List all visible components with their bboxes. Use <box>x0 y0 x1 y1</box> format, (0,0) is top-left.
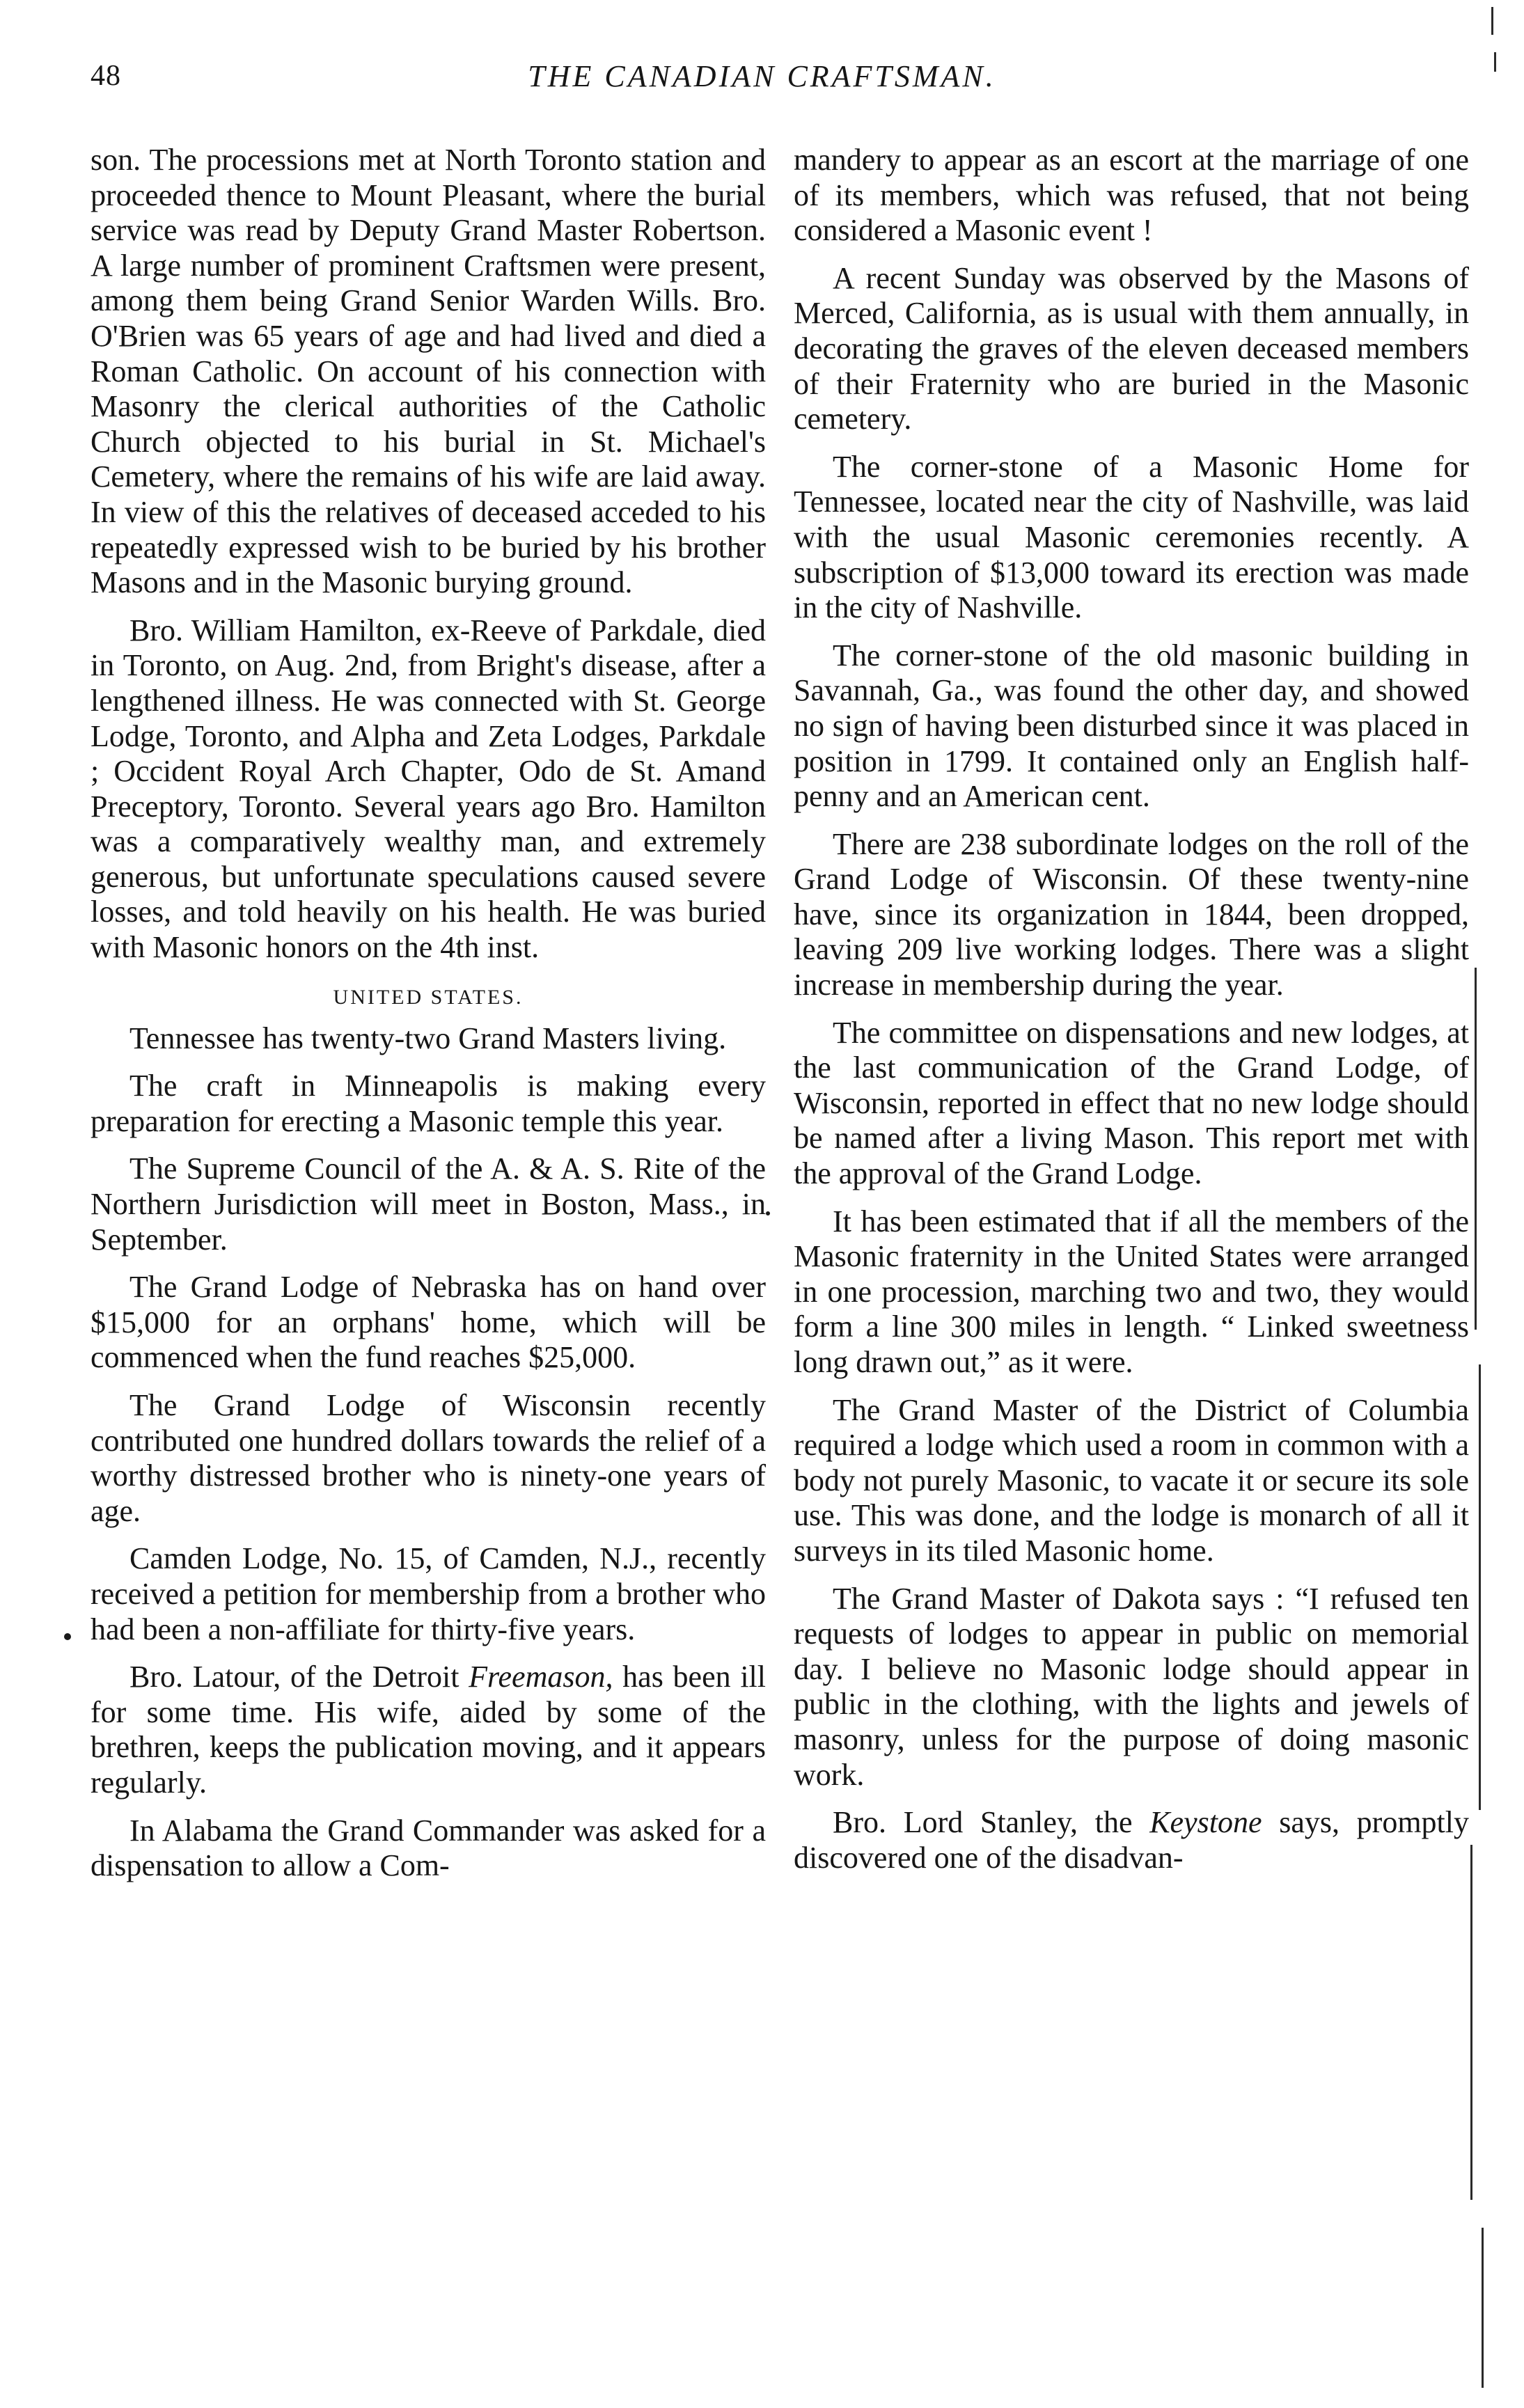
paragraph-committee-dispensations: The committee on dispensations and new lodges, at the last communication of the Grand Lodge, of Wisconsin, reported in effect that no new lodge should be named after a living Mason. This report met with the approval of the Grand Lodge. <box>794 1015 1469 1191</box>
paragraph-commandery-escort: mandery to appear as an escort at the marriage of one of its members, which was refused, that not being considered a Masonic event ! <box>794 143 1469 248</box>
latour-text-end: has been ill for some time. His wife, aided by some of the brethren, keeps the publication moving, and it appears regularly. <box>91 1660 766 1800</box>
paragraph-wisconsin-relief: The Grand Lodge of Wisconsin recently contributed one hundred dollars towards the relief of a worthy distressed brother who is ninety-one years of age. <box>91 1388 766 1528</box>
freemason-title: Freemason, <box>469 1660 613 1694</box>
paragraph-obituary-hamilton: Bro. William Hamilton, ex-Reeve of Parkdale, died in Toronto, on Aug. 2nd, from Bright's disease, after a lengthened illness. He was connected with St. George Lodge, Toronto, and Alpha and Zeta Lodges, Parkdale ; Occident Royal Arch Chapter, Odo de St. Amand Preceptory, Toronto. Several years ago Bro. Hamilton was a comparatively wealthy man, and extremely generous, but unfortunate speculations caused severe losses, and told heavily on his health. He was buried with Masonic honors on the 4th inst. <box>91 613 766 965</box>
paragraph-tennessee-home: The corner-stone of a Masonic Home for Tennessee, located near the city of Nashville, was laid with the usual Masonic ceremonies recently. A subscription of $13,000 toward its erection was made in the city of Nashville. <box>794 449 1469 625</box>
binding-edge-mark <box>1470 1845 1472 2200</box>
keystone-title: Keystone <box>1149 1805 1262 1840</box>
paragraph-obituary-obrien: son. The processions met at North Toronto station and proceeded thence to Mount Pleasant, where the burial service was read by Deputy Grand Master Robertson. A large number of prominent Craftsmen were present, among them being Grand Senior Warden Wills. Bro. O'Brien was 65 years of age and had lived and died a Roman Catholic. On account of his connection with Masonry the clerical authorities of the Catholic Church objected to his burial in St. Michael's Cemetery, where the remains of his wife are laid away. In view of this the relatives of deceased acceded to his repeatedly expressed wish to be buried by his brother Masons and in the Masonic burying ground. <box>91 143 766 600</box>
paragraph-latour <box>91 1660 766 1800</box>
margin-dot <box>766 1211 770 1215</box>
stanley-text-start: Bro. Lord Stanley, the <box>833 1805 1150 1840</box>
paragraph-merced-sunday: A recent Sunday was observed by the Masons of Merced, California, as is usual with them annually, in decorating the graves of the eleven deceased members of their Fraternity who are buried in the Masonic cemetery. <box>794 260 1469 436</box>
section-heading-united-states: UNITED STATES. <box>333 985 524 1009</box>
page-number: 48 <box>91 60 121 92</box>
binding-edge-mark <box>1491 7 1493 35</box>
latour-text-start: Bro. Latour, of the Detroit <box>129 1660 469 1694</box>
paragraph-camden-lodge: Camden Lodge, No. 15, of Camden, N.J., recently received a petition for membership from a brother who had been a non-affiliate for thirty-five years. <box>91 1541 766 1646</box>
binding-edge-mark <box>1494 52 1496 72</box>
right-column <box>794 143 1469 1888</box>
stanley-text-end: says, promptly discovered one of the disadvan- <box>794 1805 1469 1875</box>
paragraph-minneapolis-temple: The craft in Minneapolis is making every preparation for erecting a Masonic temple this year. <box>91 1069 766 1138</box>
binding-edge-mark <box>1482 2228 1484 2388</box>
paragraph-district-of-columbia: The Grand Master of the District of Columbia required a lodge which used a room in common with a body not purely Masonic, to vacate it or secure its sole use. This was done, and the lodge is monarch of all it surveys in its tiled Masonic home. <box>794 1392 1469 1568</box>
paragraph-nebraska-orphans-home: The Grand Lodge of Nebraska has on hand over $15,000 for an orphans' home, which will be commenced when the fund reaches $25,000. <box>91 1270 766 1375</box>
paragraph-savannah-cornerstone: The corner-stone of the old masonic building in Savannah, Ga., was found the other day, and showed no sign of having been disturbed since it was placed in position in 1799. It contained only an English half-penny and an American cent. <box>794 638 1469 814</box>
running-title: THE CANADIAN CRAFTSMAN. <box>528 59 996 93</box>
paragraph-supreme-council: The Supreme Council of the A. & A. S. Rite of the Northern Jurisdiction will meet in Boston, Mass., in September. <box>91 1151 766 1257</box>
paragraph-dakota-grand-master: The Grand Master of Dakota says : “I refused ten requests of lodges to appear in public on memorial day. I believe no Masonic lodge should appear in public in the clothing, with the lights and jewels of masonry, unless for the purpose of doing masonic work. <box>794 1581 1469 1792</box>
paragraph-wisconsin-lodges: There are 238 subordinate lodges on the roll of the Grand Lodge of Wisconsin. Of these twenty-nine have, since its organization in 1844, been dropped, leaving 209 live working lodges. There was a slight increase in membership during the year. <box>794 826 1469 1002</box>
paragraph-procession-estimate: It has been estimated that if all the members of the Masonic fraternity in the United States were arranged in one procession, marching two and two, they would form a line 300 miles in length. “ Linked sweetness long drawn out,” as it were. <box>794 1204 1469 1379</box>
paragraph-lord-stanley <box>794 1805 1469 1875</box>
left-column <box>91 143 766 1896</box>
margin-dot <box>64 1633 71 1640</box>
binding-edge-mark <box>1479 1364 1481 1810</box>
paragraph-tennessee-grand-masters: Tennessee has twenty-two Grand Masters living. <box>129 1021 727 1055</box>
paragraph-alabama-commander: In Alabama the Grand Commander was asked for a dispensation to allow a Com- <box>91 1813 766 1883</box>
binding-edge-mark <box>1475 968 1477 1330</box>
